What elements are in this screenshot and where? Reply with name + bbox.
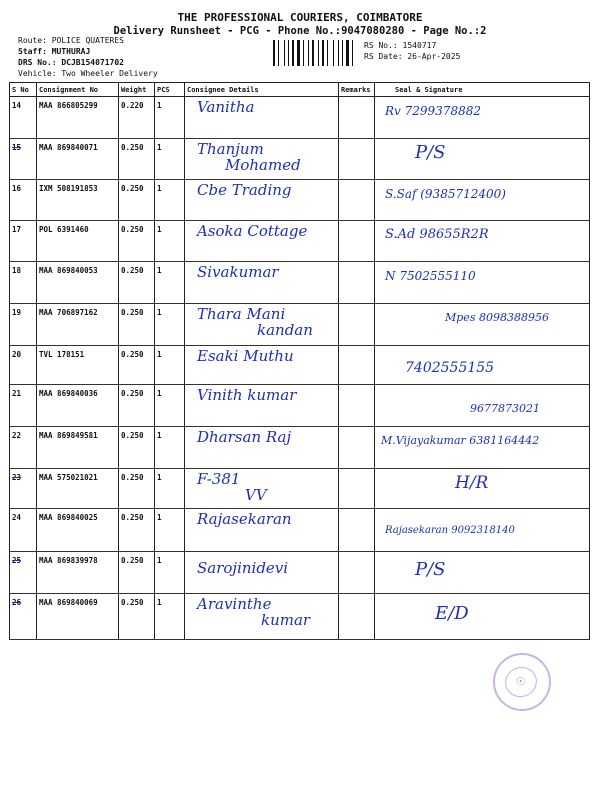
consignment-cell: MAA 869840071: [37, 139, 119, 180]
consignee-name-line2: kandan: [257, 321, 313, 339]
barcode-bar: [322, 40, 324, 66]
weight-cell: 0.220: [119, 97, 155, 139]
consignee-name: Sivakumar: [197, 263, 279, 281]
barcode-bar: [340, 40, 342, 66]
consignee-name: Aravinthe: [197, 595, 272, 613]
runsheet-table: [9, 82, 590, 640]
barcode-bar: [297, 40, 300, 66]
sno-cell: [10, 594, 37, 640]
table-row: [10, 594, 590, 640]
consignee-name: Esaki Muthu: [197, 347, 294, 365]
sno-cell: 17: [10, 221, 37, 262]
barcode-bar: [312, 40, 315, 66]
consignment-cell: MAA 575021021: [37, 469, 119, 509]
rs-no-label: RS No.:: [364, 41, 398, 50]
col-consignee: Consignee Details: [185, 83, 339, 97]
barcode-bar: [346, 40, 349, 66]
remarks-cell: [339, 509, 375, 552]
barcode-bar: [288, 40, 289, 66]
stamp-mark-icon: ☉: [501, 662, 541, 701]
consignment-cell: MAA 869839978: [37, 552, 119, 594]
consignee-cell: [185, 509, 339, 552]
signature-cell: Mpes 8098388956: [375, 304, 590, 346]
drs-label: DRS No.:: [18, 58, 57, 67]
weight-cell: 0.250: [119, 221, 155, 262]
signature-cell: S.Ad 98655R2R: [375, 221, 590, 262]
barcode-bar: [338, 40, 339, 66]
route-label: Route:: [18, 36, 47, 45]
barcode-bar: [350, 40, 351, 66]
sno-cell: 21: [10, 385, 37, 427]
consignment-cell: IXM 508191853: [37, 180, 119, 221]
consignee-name: F-381: [197, 470, 241, 488]
consignee-name: Vanitha: [197, 98, 255, 116]
consignee-cell: [185, 469, 339, 509]
consignment-cell: TVL 178151: [37, 346, 119, 385]
barcode-bar: [325, 40, 326, 66]
signature-cell: P/S: [375, 552, 590, 594]
consignee-name: Sarojinidevi: [197, 559, 289, 577]
col-weight: Weight: [119, 83, 155, 97]
staff-line: [18, 47, 90, 56]
pcs-cell: 1: [155, 97, 185, 139]
rs-no-line: [364, 41, 436, 50]
consignee-name: Asoka Cottage: [197, 222, 308, 240]
weight-cell: 0.250: [119, 304, 155, 346]
pcs-cell: 1: [155, 427, 185, 469]
sno-value: 25: [12, 556, 22, 565]
barcode-bar: [327, 40, 328, 66]
pcs-cell: 1: [155, 304, 185, 346]
remarks-cell: [339, 139, 375, 180]
barcode-bar: [278, 40, 279, 66]
table-row: [10, 262, 590, 304]
barcode-bar: [295, 40, 296, 66]
pcs-cell: 1: [155, 221, 185, 262]
consignee-cell: [185, 552, 339, 594]
pcs-cell: 1: [155, 180, 185, 221]
weight-cell: 0.250: [119, 509, 155, 552]
pcs-cell: 1: [155, 594, 185, 640]
remarks-cell: [339, 552, 375, 594]
drs-value: DCJB154071702: [61, 58, 124, 67]
col-remarks: Remarks: [339, 83, 375, 97]
sno-cell: [10, 139, 37, 180]
barcode-bar: [335, 40, 337, 66]
barcode-bar: [320, 40, 321, 66]
table-row: [10, 221, 590, 262]
barcode-bar: [352, 40, 353, 66]
weight-cell: 0.250: [119, 139, 155, 180]
company-title: THE PROFESSIONAL COURIERS, COIMBATORE: [177, 11, 423, 24]
sno-cell: 24: [10, 509, 37, 552]
barcode-bar: [310, 40, 311, 66]
runsheet-subtitle: Delivery Runsheet - PCG - Phone No.:9047080280 - Page No.:2: [113, 25, 487, 37]
weight-cell: 0.250: [119, 552, 155, 594]
remarks-cell: [339, 221, 375, 262]
remarks-cell: [339, 385, 375, 427]
consignment-cell: MAA 869849581: [37, 427, 119, 469]
table-row: [10, 469, 590, 509]
weight-cell: 0.250: [119, 469, 155, 509]
signature-cell: P/S: [375, 139, 590, 180]
consignment-cell: MAA 706897162: [37, 304, 119, 346]
sno-cell: 22: [10, 427, 37, 469]
weight-cell: 0.250: [119, 594, 155, 640]
barcode: [273, 40, 357, 66]
barcode-bar: [354, 40, 356, 66]
consignee-cell: [185, 97, 339, 139]
barcode-bar: [292, 40, 294, 66]
pcs-cell: 1: [155, 552, 185, 594]
sno-cell: 20: [10, 346, 37, 385]
table-row: [10, 139, 590, 180]
weight-cell: 0.250: [119, 180, 155, 221]
barcode-bar: [273, 40, 275, 66]
barcode-bar: [342, 40, 343, 66]
barcode-bar: [303, 40, 304, 66]
consignee-cell: [185, 346, 339, 385]
remarks-cell: [339, 346, 375, 385]
table-row: [10, 97, 590, 139]
weight-cell: 0.250: [119, 427, 155, 469]
drs-line: [18, 58, 124, 67]
table-row: [10, 552, 590, 594]
vehicle-value: Two Wheeler Delivery: [61, 69, 158, 78]
sno-value: 15: [12, 143, 22, 152]
remarks-cell: [339, 427, 375, 469]
barcode-bar: [290, 40, 291, 66]
consignee-name: Dharsan Raj: [197, 428, 292, 446]
consignee-cell: [185, 385, 339, 427]
consignee-name: Rajasekaran: [197, 510, 292, 528]
consignee-cell: [185, 139, 339, 180]
consignee-name: Thanjum: [197, 140, 264, 158]
sno-cell: [10, 552, 37, 594]
consignee-cell: [185, 304, 339, 346]
consignment-cell: MAA 869840069: [37, 594, 119, 640]
remarks-cell: [339, 180, 375, 221]
table-row: [10, 385, 590, 427]
barcode-bar: [284, 40, 285, 66]
consignee-name: Vinith kumar: [197, 386, 297, 404]
consignment-cell: POL 6391460: [37, 221, 119, 262]
route-line: [18, 36, 124, 45]
barcode-bar: [276, 40, 277, 66]
pcs-cell: 1: [155, 139, 185, 180]
table-row: [10, 346, 590, 385]
staff-label: Staff:: [18, 47, 47, 56]
table-row: [10, 509, 590, 552]
vehicle-label: Vehicle:: [18, 69, 57, 78]
barcode-bar: [318, 40, 319, 66]
pcs-cell: 1: [155, 385, 185, 427]
col-consignment: Consignment No: [37, 83, 119, 97]
route-value: POLICE QUATERES: [51, 36, 124, 45]
remarks-cell: [339, 262, 375, 304]
vehicle-line: [18, 69, 158, 78]
consignment-cell: MAA 869840036: [37, 385, 119, 427]
barcode-bar: [344, 40, 345, 66]
signature-cell: M.Vijayakumar 6381164442: [375, 427, 590, 469]
signature-cell: Rajasekaran 9092318140: [375, 509, 590, 552]
rs-date-line: [364, 52, 460, 61]
pcs-cell: 1: [155, 262, 185, 304]
sno-cell: 14: [10, 97, 37, 139]
barcode-bar: [305, 40, 307, 66]
remarks-cell: [339, 469, 375, 509]
col-seal: Seal & Signature: [375, 83, 590, 97]
table-row: [10, 427, 590, 469]
sno-cell: 16: [10, 180, 37, 221]
sno-value: 23: [12, 473, 22, 482]
pcs-cell: 1: [155, 509, 185, 552]
remarks-cell: [339, 594, 375, 640]
weight-cell: 0.250: [119, 346, 155, 385]
table-header-row: [10, 83, 590, 97]
barcode-bar: [301, 40, 302, 66]
weight-cell: 0.250: [119, 262, 155, 304]
sno-value: 26: [12, 598, 22, 607]
rs-no-value: 1540717: [402, 41, 437, 50]
consignee-name: Cbe Trading: [197, 181, 292, 199]
signature-cell: 9677873021: [375, 385, 590, 427]
barcode-bar: [333, 40, 334, 66]
sno-cell: 18: [10, 262, 37, 304]
consignee-name-line2: kumar: [261, 611, 311, 629]
sno-cell: [10, 469, 37, 509]
pcs-cell: 1: [155, 346, 185, 385]
signature-cell: N 7502555110: [375, 262, 590, 304]
staff-value: MUTHURAJ: [51, 47, 91, 56]
table-row: [10, 304, 590, 346]
consignee-cell: [185, 180, 339, 221]
consignee-name-line2: Mohamed: [225, 156, 301, 174]
consignment-cell: MAA 866805299: [37, 97, 119, 139]
consignee-cell: [185, 594, 339, 640]
col-sno: S No: [10, 83, 37, 97]
signature-cell: H/R: [375, 469, 590, 509]
consignee-cell: [185, 427, 339, 469]
rs-date-value: 26-Apr-2025: [407, 52, 461, 61]
consignee-cell: [185, 262, 339, 304]
barcode-bar: [315, 40, 317, 66]
consignee-cell: [185, 221, 339, 262]
signature-cell: 7402555155: [375, 346, 590, 385]
pcs-cell: 1: [155, 469, 185, 509]
rs-date-label: RS Date:: [364, 52, 403, 61]
barcode-bar: [329, 40, 332, 66]
barcode-bar: [286, 40, 288, 66]
consignee-name: Thara Mani: [197, 305, 286, 323]
table-row: [10, 180, 590, 221]
consignee-name-line2: VV: [245, 486, 267, 504]
barcode-bar: [308, 40, 309, 66]
remarks-cell: [339, 97, 375, 139]
signature-cell: Rv 7299378882: [375, 97, 590, 139]
remarks-cell: [339, 304, 375, 346]
barcode-bar: [280, 40, 283, 66]
signature-cell: S.Saf (9385712400): [375, 180, 590, 221]
consignment-cell: MAA 869840053: [37, 262, 119, 304]
weight-cell: 0.250: [119, 385, 155, 427]
col-pcs: PCS: [155, 83, 185, 97]
consignment-cell: MAA 869840025: [37, 509, 119, 552]
signature-cell: E/D: [375, 594, 590, 640]
sno-cell: 19: [10, 304, 37, 346]
